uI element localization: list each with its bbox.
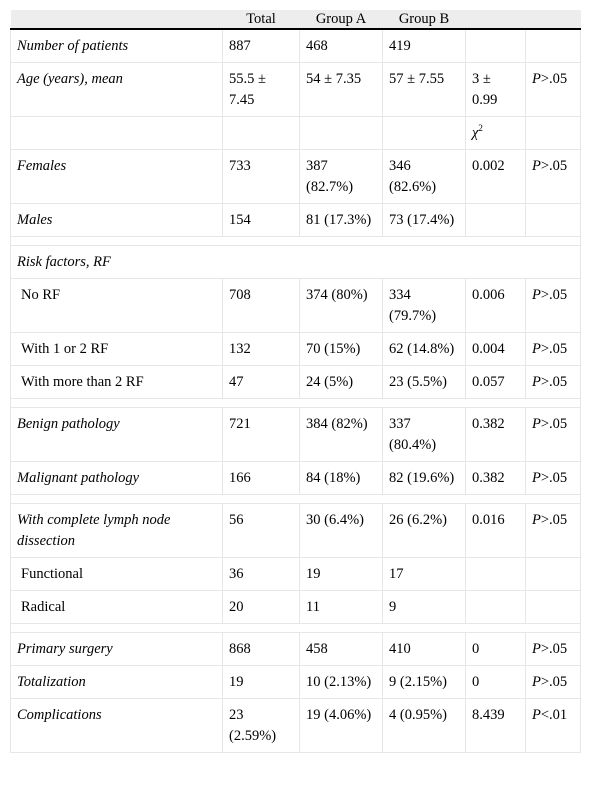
p-letter: P (532, 707, 541, 723)
chi-superscript: 2 (478, 123, 483, 134)
p-letter: P (532, 641, 541, 657)
p-letter: P (532, 512, 541, 528)
cell-a: 458 (300, 633, 383, 666)
cell-stat: 3 ± 0.99 (466, 63, 526, 117)
spacer-cell (300, 624, 383, 633)
chi-letter: χ (472, 125, 479, 141)
spacer-cell (11, 237, 223, 246)
cell-p (526, 504, 581, 558)
cell-p (526, 408, 581, 462)
cell-b (383, 117, 466, 150)
p-letter: P (532, 674, 541, 690)
cell-stat: 0.382 (466, 408, 526, 462)
cell-stat: 0 (466, 633, 526, 666)
p-value: >.05 (540, 641, 568, 657)
cell-total: 23 (2.59%) (223, 699, 300, 753)
cell-p (526, 117, 581, 150)
cell-b: 17 (383, 558, 466, 591)
cell-stat: 8.439 (466, 699, 526, 753)
cell-total: 708 (223, 279, 300, 333)
spacer-cell (223, 399, 300, 408)
cell-b: 337 (80.4%) (383, 408, 466, 462)
table-row (11, 558, 581, 591)
row-label: With complete lymph node dissection (11, 504, 223, 558)
table-row (11, 666, 581, 699)
cell-stat: 0.004 (466, 333, 526, 366)
cell-b: 419 (383, 29, 466, 63)
cell-stat (466, 29, 526, 63)
p-letter: P (532, 287, 541, 303)
cell-total: 132 (223, 333, 300, 366)
cell-a (300, 117, 383, 150)
row-label: Totalization (11, 666, 223, 699)
stat-header-row (11, 117, 581, 150)
cell-b: 4 (0.95%) (383, 699, 466, 753)
header-group-b: Group B (383, 10, 466, 29)
cell-b: 62 (14.8%) (383, 333, 466, 366)
cell-b: 26 (6.2%) (383, 504, 466, 558)
cell-total: 166 (223, 462, 300, 495)
cell-a: 468 (300, 29, 383, 63)
cell-a: 70 (15%) (300, 333, 383, 366)
cell-a: 19 (300, 558, 383, 591)
p-letter: P (532, 71, 541, 87)
spacer-cell (383, 399, 466, 408)
row-label: Age (years), mean (11, 63, 223, 117)
cell-stat: 0.006 (466, 279, 526, 333)
cell-total: 733 (223, 150, 300, 204)
cell-a: 11 (300, 591, 383, 624)
cell-stat: 0.002 (466, 150, 526, 204)
p-value: >.05 (540, 374, 568, 390)
spacer-cell (383, 624, 466, 633)
cell-p (526, 279, 581, 333)
cell-b: 334 (79.7%) (383, 279, 466, 333)
cell-a: 10 (2.13%) (300, 666, 383, 699)
cell-stat (466, 558, 526, 591)
spacer-cell (466, 237, 526, 246)
spacer-cell (466, 624, 526, 633)
cell-a: 19 (4.06%) (300, 699, 383, 753)
cell-a: 387 (82.7%) (300, 150, 383, 204)
p-letter: P (532, 374, 541, 390)
p-value: >.05 (540, 512, 568, 528)
p-value: >.05 (540, 674, 568, 690)
p-value: >.05 (540, 71, 568, 87)
cell-stat: 0 (466, 666, 526, 699)
cell-p (526, 63, 581, 117)
table-row (11, 279, 581, 333)
p-value: >.05 (540, 287, 568, 303)
cell-a: 54 ± 7.35 (300, 63, 383, 117)
cell-a: 24 (5%) (300, 366, 383, 399)
spacer-cell (526, 495, 581, 504)
table-row (11, 63, 581, 117)
section-label: Risk factors, RF (11, 246, 581, 279)
cell-stat: 0.382 (466, 462, 526, 495)
cell-total: 19 (223, 666, 300, 699)
p-letter: P (532, 158, 541, 174)
row-label: Benign pathology (11, 408, 223, 462)
header-p-col (526, 10, 581, 29)
spacer-cell (466, 495, 526, 504)
spacer-cell (300, 237, 383, 246)
cell-total: 47 (223, 366, 300, 399)
spacer-cell (11, 495, 223, 504)
p-letter: P (532, 470, 541, 486)
chi-square-label (466, 117, 526, 150)
cell-p (526, 333, 581, 366)
header-label-col (11, 10, 223, 29)
p-value: <.01 (540, 707, 568, 723)
row-label: With more than 2 RF (11, 366, 223, 399)
cell-p (526, 204, 581, 237)
cell-stat (466, 204, 526, 237)
cell-a: 30 (6.4%) (300, 504, 383, 558)
cell-p (526, 462, 581, 495)
spacer-row (11, 399, 581, 408)
row-label: Females (11, 150, 223, 204)
table-row (11, 591, 581, 624)
row-label: Males (11, 204, 223, 237)
cell-stat: 0.016 (466, 504, 526, 558)
header-total: Total (223, 10, 300, 29)
section-row (11, 246, 581, 279)
cell-p (526, 366, 581, 399)
cell-b: 9 (383, 591, 466, 624)
row-label: Radical (11, 591, 223, 624)
p-value: >.05 (540, 416, 568, 432)
p-value: >.05 (540, 470, 568, 486)
spacer-row (11, 495, 581, 504)
p-value: >.05 (540, 158, 568, 174)
spacer-cell (526, 237, 581, 246)
row-label: Primary surgery (11, 633, 223, 666)
row-label: Functional (11, 558, 223, 591)
table-header-row (11, 10, 581, 29)
cell-p (526, 150, 581, 204)
cell-b: 57 ± 7.55 (383, 63, 466, 117)
cell-b: 23 (5.5%) (383, 366, 466, 399)
cell-total: 55.5 ± 7.45 (223, 63, 300, 117)
p-value: >.05 (540, 341, 568, 357)
table-row (11, 366, 581, 399)
row-label: Complications (11, 699, 223, 753)
spacer-cell (223, 624, 300, 633)
cell-total: 721 (223, 408, 300, 462)
table-row (11, 204, 581, 237)
table-row (11, 633, 581, 666)
cell-stat (466, 591, 526, 624)
cell-p (526, 29, 581, 63)
row-label: No RF (11, 279, 223, 333)
spacer-cell (526, 624, 581, 633)
cell-b: 73 (17.4%) (383, 204, 466, 237)
spacer-cell (11, 624, 223, 633)
cell-p (526, 666, 581, 699)
cell-total: 56 (223, 504, 300, 558)
table-row (11, 699, 581, 753)
cell-p (526, 591, 581, 624)
spacer-cell (223, 495, 300, 504)
spacer-cell (300, 399, 383, 408)
table-row (11, 333, 581, 366)
cell-b: 82 (19.6%) (383, 462, 466, 495)
cell-total: 868 (223, 633, 300, 666)
cell-a: 81 (17.3%) (300, 204, 383, 237)
cell-p (526, 558, 581, 591)
table-row (11, 29, 581, 63)
spacer-row (11, 237, 581, 246)
p-letter: P (532, 341, 541, 357)
spacer-cell (223, 237, 300, 246)
spacer-cell (526, 399, 581, 408)
header-stat-col (466, 10, 526, 29)
cell-total: 20 (223, 591, 300, 624)
cell-total: 154 (223, 204, 300, 237)
row-label: Malignant pathology (11, 462, 223, 495)
spacer-cell (383, 237, 466, 246)
cell-stat: 0.057 (466, 366, 526, 399)
table-row (11, 462, 581, 495)
row-label: Number of patients (11, 29, 223, 63)
cell-label (11, 117, 223, 150)
header-group-a: Group A (300, 10, 383, 29)
table-row (11, 504, 581, 558)
cell-b: 410 (383, 633, 466, 666)
cell-b: 346 (82.6%) (383, 150, 466, 204)
spacer-cell (300, 495, 383, 504)
p-letter: P (532, 416, 541, 432)
row-label: With 1 or 2 RF (11, 333, 223, 366)
cell-p (526, 699, 581, 753)
cell-total: 36 (223, 558, 300, 591)
spacer-row (11, 624, 581, 633)
cell-total (223, 117, 300, 150)
spacer-cell (383, 495, 466, 504)
spacer-cell (466, 399, 526, 408)
patient-characteristics-table (10, 10, 581, 753)
cell-p (526, 633, 581, 666)
cell-a: 374 (80%) (300, 279, 383, 333)
table-row (11, 408, 581, 462)
cell-a: 384 (82%) (300, 408, 383, 462)
cell-b: 9 (2.15%) (383, 666, 466, 699)
spacer-cell (11, 399, 223, 408)
cell-total: 887 (223, 29, 300, 63)
cell-a: 84 (18%) (300, 462, 383, 495)
table-row (11, 150, 581, 204)
